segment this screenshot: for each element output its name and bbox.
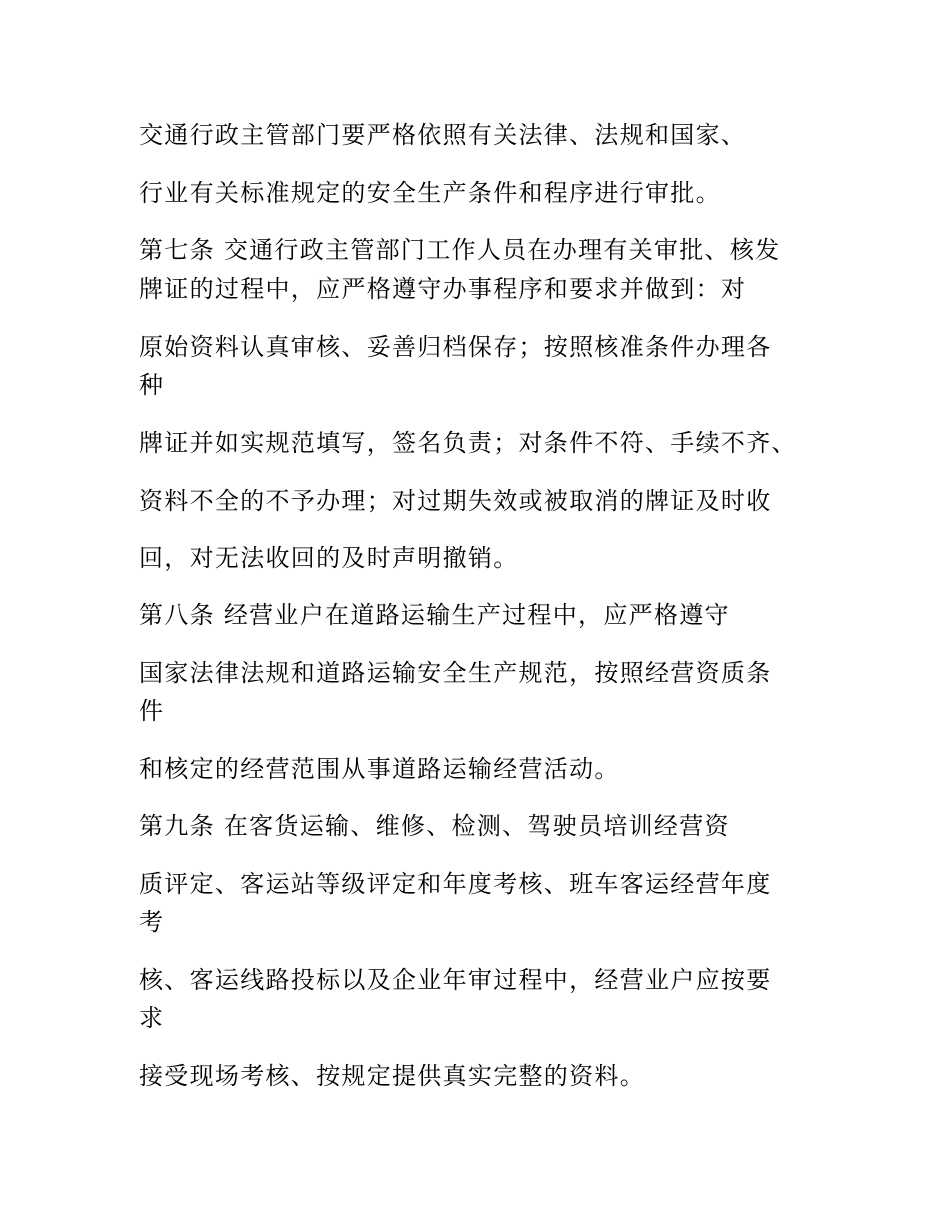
text-line: 国家法律法规和道路运输安全生产规范，按照经营资质条 xyxy=(139,659,772,687)
text-line: 资料不全的不予办理；对过期失效或被取消的牌证及时收 xyxy=(139,487,772,515)
text-line: 种 xyxy=(139,371,165,399)
text-line: 交通行政主管部门要严格依照有关法律、法规和国家、 xyxy=(139,121,747,149)
text-line: 牌证并如实规范填写，签名负责；对条件不符、手续不齐、 xyxy=(139,429,797,457)
article-7-heading-line: 第七条 交通行政主管部门工作人员在办理有关审批、核发 xyxy=(139,236,781,264)
text-line: 行业有关标准规定的安全生产条件和程序进行审批。 xyxy=(139,179,721,207)
text-line: 牌证的过程中，应严格遵守办事程序和要求并做到：对 xyxy=(139,275,747,303)
text-line: 回，对无法收回的及时声明撤销。 xyxy=(139,544,519,572)
text-line: 核、客运线路投标以及企业年审过程中，经营业户应按要 xyxy=(139,966,772,994)
text-line: 原始资料认真审核、妥善归档保存；按照核准条件办理各 xyxy=(139,333,772,361)
text-line: 求 xyxy=(139,1004,165,1032)
article-9-heading-line: 第九条 在客货运输、维修、检测、驾驶员培训经营资 xyxy=(139,812,730,840)
text-line: 件 xyxy=(139,697,165,725)
text-line: 考 xyxy=(139,908,165,936)
text-line: 和核定的经营范围从事道路运输经营活动。 xyxy=(139,755,620,783)
article-8-heading-line: 第八条 经营业户在道路运输生产过程中，应严格遵守 xyxy=(139,601,730,629)
text-line: 质评定、客运站等级评定和年度考核、班车客运经营年度 xyxy=(139,870,772,898)
text-line: 接受现场考核、按规定提供真实完整的资料。 xyxy=(139,1062,645,1090)
